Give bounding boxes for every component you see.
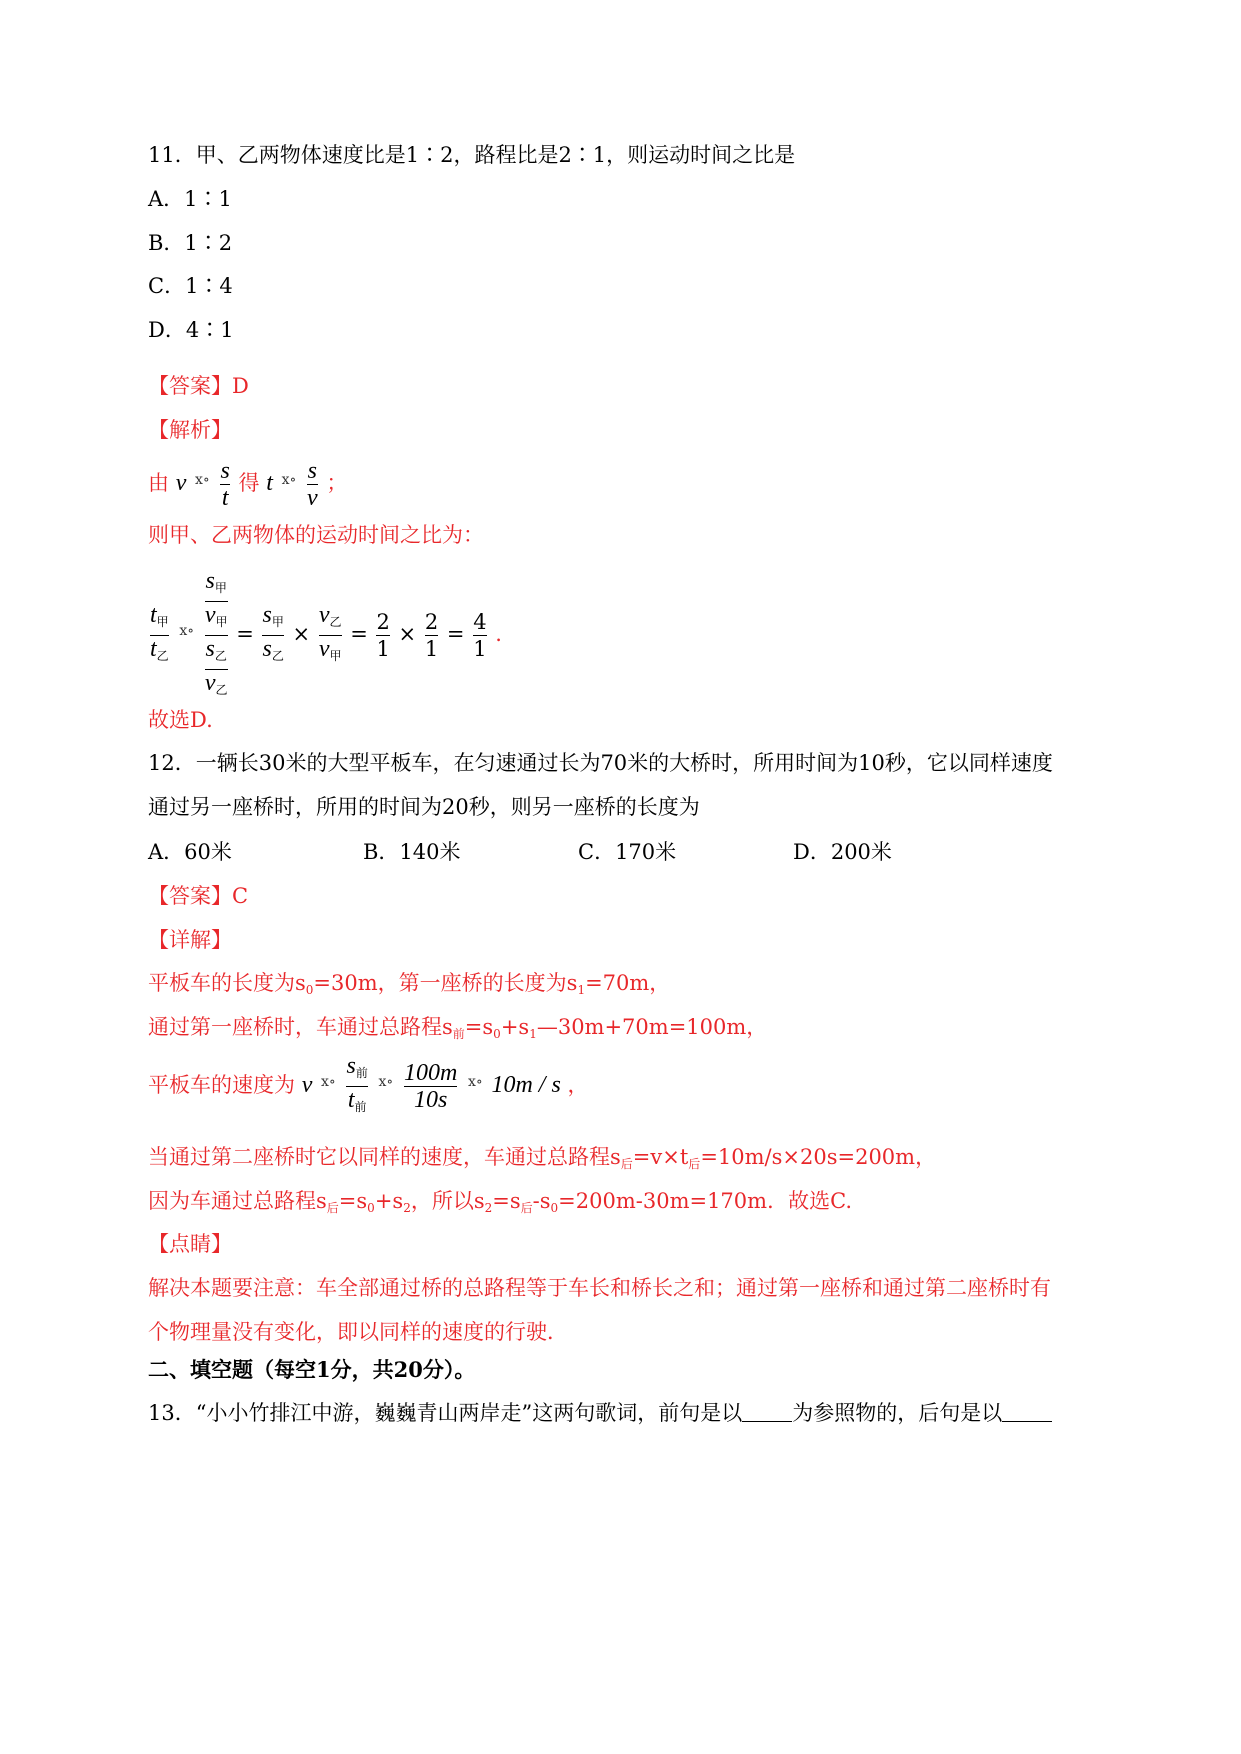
q12-detail-line2: 通过第一座桥时，车通过总路程$s_前=s_0+s_1—30m+70m=100m$， bbox=[148, 1015, 768, 1041]
q11-option-d: D．4∶1 bbox=[148, 318, 234, 342]
formula-end: ； bbox=[326, 471, 348, 495]
section2-heading: 二、填空题（每空1分，共20分）。 bbox=[148, 1357, 476, 1382]
q12-option-d: D．200米 bbox=[793, 840, 892, 864]
q11-conclusion: 故选D. bbox=[148, 708, 213, 732]
equals-glyph: ⅹ∘ bbox=[179, 623, 195, 639]
q11-answer: 【答案】D bbox=[148, 374, 249, 398]
q12-stem-line2: 通过另一座桥时，所用的时间为20秒，则另一座桥的长度为 bbox=[148, 795, 700, 819]
formula-mid: 得 bbox=[238, 471, 260, 495]
var-v: v bbox=[175, 470, 187, 496]
q11-option-c: C．1∶4 bbox=[148, 274, 233, 298]
fraction-s-over-v: $\frac{s}{v}$ bbox=[307, 458, 318, 511]
q13-stem: 13．“小小竹排江中游，巍巍青山两岸走”这两句歌词，前句是以 为参照物的，后句是以 bbox=[148, 1398, 1052, 1428]
fraction-t-jia-over-t-yi: $\frac{t_甲}{t_乙}$ bbox=[150, 602, 169, 663]
q11-option-a: A．1∶1 bbox=[148, 187, 232, 211]
q12-detail-line5: 因为车通过总路程$s_后=s_0+s_2$，所以$s_2=s_后-s_0=200m-30m=170m$．故选C. bbox=[148, 1189, 853, 1215]
fraction-4-over-1: $\frac{4}{1}$ bbox=[473, 610, 487, 661]
q12-answer: 【答案】C bbox=[148, 884, 249, 908]
answer-blank[interactable] bbox=[1002, 1403, 1052, 1422]
answer-blank[interactable] bbox=[742, 1403, 792, 1422]
equals-glyph: ⅹ∘ bbox=[195, 472, 210, 488]
q12-detail-label: 【详解】 bbox=[148, 928, 232, 952]
q12-tip-line1: 解决本题要注意：车全部通过桥的总路程等于车长和桥长之和；通过第一座桥和通过第二座桥时有 bbox=[148, 1276, 1051, 1300]
formula-prefix: 由 bbox=[148, 471, 169, 495]
q11-stem: 11．甲、乙两物体速度比是1∶2，路程比是2∶1，则运动时间之比是 bbox=[148, 143, 796, 167]
q12-tip-line2: 个物理量没有变化，即以同样的速度的行驶． bbox=[148, 1320, 568, 1344]
q12-detail-line4: 当通过第二座桥时它以同样的速度，车通过总路程$s_后=v\times t_后=10m/s\times 20s=200m$， bbox=[148, 1145, 937, 1171]
equals-glyph: ⅹ∘ bbox=[281, 472, 297, 488]
fraction-v-yi-over-v-jia: $\frac{v_乙}{v_甲}$ bbox=[318, 602, 342, 663]
q12-tip-label: 【点睛】 bbox=[148, 1232, 232, 1256]
q12-detail-line1: 平板车的长度为$s_0=30m$，第一座桥的长度为$s_1=70m$， bbox=[148, 971, 671, 997]
fraction-s-qian-over-t-qian: $\frac{s_前}{t_前}$ bbox=[346, 1053, 368, 1114]
var-t: t bbox=[266, 470, 273, 496]
q12-stem-line1: 12．一辆长30米的大型平板车，在匀速通过长为70米的大桥时，所用时间为10秒，它以同样速度 bbox=[148, 751, 1053, 775]
compound-fraction: $\frac{\frac{s_甲}{v_甲}}{\frac{s_乙}{v_乙}}$ bbox=[204, 568, 228, 697]
q11-formula-line bbox=[148, 450, 347, 513]
q11-ratio-formula: $\frac{t_甲}{t_乙}$ $^{ⅹ\circ}$ $\frac{\frac{s_甲}{v_甲}}{\frac{s_乙}{v_乙}}$ = $\frac{s_甲}{s_乙}$ × $\frac{v_乙}{v_甲}$ = $\frac{2}{1}$ × $\frac{2}{1}$ = $\frac{4}{1}$ . bbox=[148, 568, 502, 703]
fraction-100m-over-10s: $\frac{100m}{10s}$ bbox=[403, 1060, 458, 1113]
q12-options bbox=[148, 837, 892, 867]
q12-option-a: A．60米 bbox=[148, 840, 232, 864]
q11-analysis-label: 【解析】 bbox=[148, 418, 232, 442]
fraction-s-over-t: $\frac{s}{t}$ bbox=[220, 458, 230, 511]
q12-detail-line3: 平板车的速度为 v $^{ⅹ\circ}$ $\frac{s_前}{t_前}$ $^{ⅹ\circ}$ $\frac{100m}{10s}$ $^{ⅹ\circ}$ 10m / s ， bbox=[148, 1052, 589, 1120]
q12-option-c: C．170米 bbox=[578, 840, 677, 864]
fraction-2-over-1: $\frac{2}{1}$ bbox=[424, 610, 439, 661]
fraction-2-over-1: $\frac{2}{1}$ bbox=[376, 610, 390, 661]
fraction-s-jia-over-s-yi: $\frac{s_甲}{s_乙}$ bbox=[262, 602, 284, 663]
q11-option-b: B．1∶2 bbox=[148, 231, 233, 255]
q11-ratio-intro: 则甲、乙两物体的运动时间之比为： bbox=[148, 523, 484, 547]
q12-option-b: B．140米 bbox=[363, 840, 461, 864]
